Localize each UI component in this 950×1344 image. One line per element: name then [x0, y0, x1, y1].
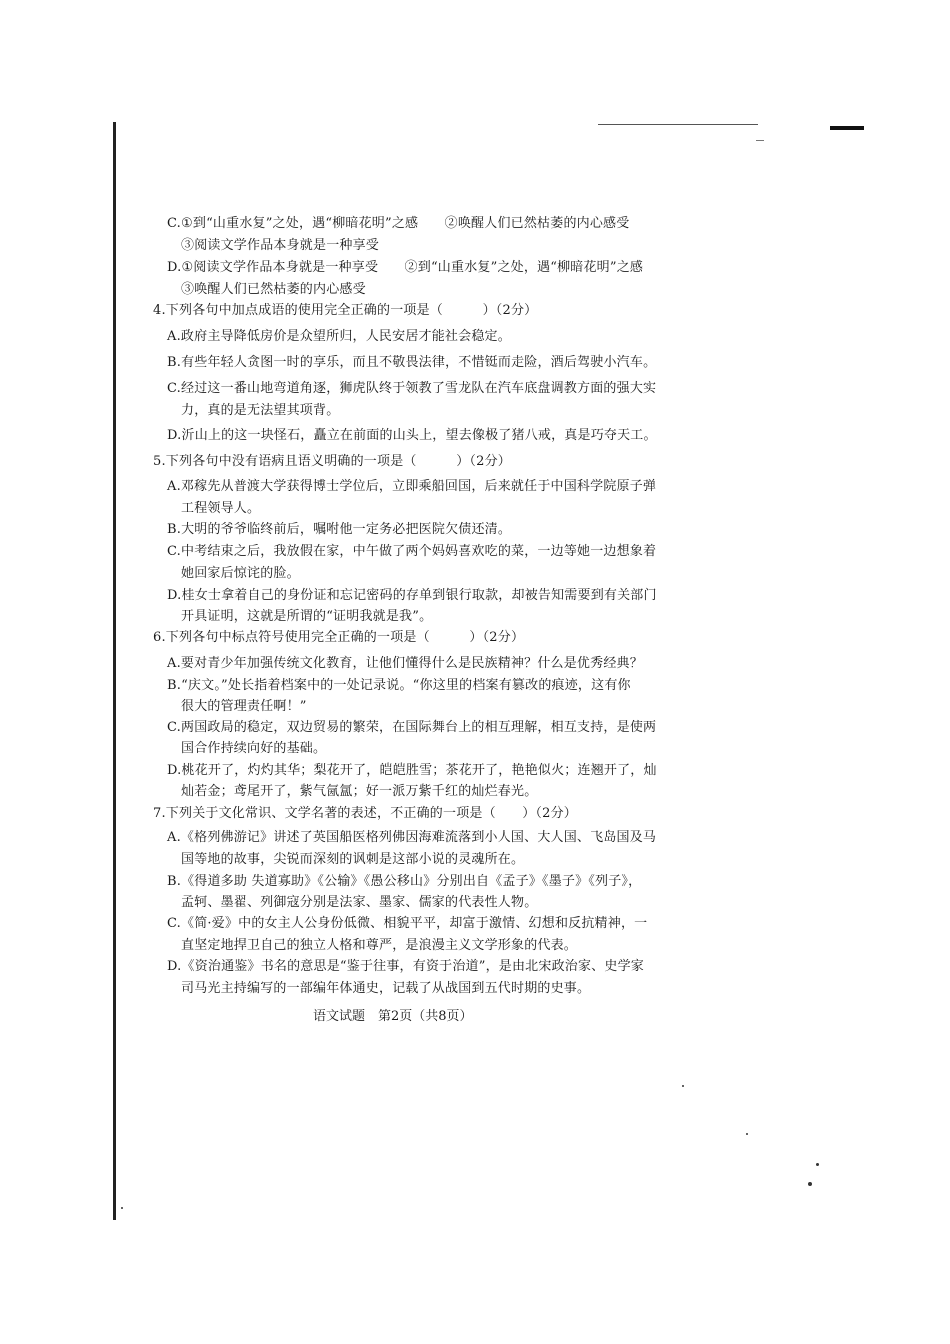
q5-option-b: B.大明的爷爷临终前后，嘱咐他一定务必把医院欠债还清。: [167, 522, 512, 537]
corner-mark: [830, 126, 864, 130]
q3-option-d-line1: D.①阅读文学作品本身就是一种享受 ②到“山重水复”之处，遇“柳暗花明”之感: [167, 260, 644, 275]
q7-option-b-line1: B.《得道多助 失道寡助》《公输》《愚公移山》分别出自《孟子》《墨子》《列子》，: [167, 874, 642, 889]
q4-option-a: A.政府主导降低房价是众望所归，人民安居才能社会稳定。: [167, 329, 511, 344]
q3-option-c-line1: C.①到“山重水复”之处，遇“柳暗花明”之感 ②唤醒人们已然枯萎的内心感受: [167, 216, 630, 231]
q5-option-c-line2: 她回家后惊诧的脸。: [181, 566, 300, 581]
q4-option-c-line1: C.经过这一番山地弯道角逐，狮虎队终于领教了雪龙队在汽车底盘调教方面的强大实: [167, 381, 657, 396]
q7-option-a-line2: 国等地的故事，尖锐而深刻的讽刺是这部小说的灵魂所在。: [181, 852, 525, 867]
q7-option-d-line1: D.《资治通鉴》书名的意思是“鉴于往事，有资于治道”，是由北宋政治家、史学家: [167, 959, 644, 974]
q6-option-a: A.要对青少年加强传统文化教育，让他们懂得什么是民族精神？什么是优秀经典？: [167, 656, 643, 671]
q4-stem: 4.下列各句中加点成语的使用完全正确的一项是（ ）（2分）: [153, 303, 538, 318]
q3-option-d-line2: ③唤醒人们已然枯萎的内心感受: [181, 282, 366, 297]
binding-edge: [113, 122, 116, 1220]
q7-option-c-line2: 直坚定地捍卫自己的独立人格和尊严，是浪漫主义文学形象的代表。: [181, 938, 578, 953]
q5-option-a-line2: 工程领导人。: [181, 501, 261, 516]
q6-option-b-line1: B.“庆文。”处长指着档案中的一处记录说。“你这里的档案有篡改的痕迹，这有你: [167, 678, 631, 693]
scan-speck: [746, 1133, 748, 1135]
q5-stem: 5.下列各句中没有语病且语义明确的一项是（ ）（2分）: [153, 454, 511, 469]
q6-option-c-line1: C.两国政局的稳定，双边贸易的繁荣，在国际舞台上的相互理解，相互支持，是使两: [167, 720, 657, 735]
q7-option-d-line2: 司马光主持编写的一部编年体通史，记载了从战国到五代时期的史事。: [181, 981, 591, 996]
top-dash: [756, 140, 764, 141]
q7-stem: 7.下列关于文化常识、文学名著的表述，不正确的一项是（ ）（2分）: [153, 806, 577, 821]
q7-option-a-line1: A.《格列佛游记》讲述了英国船医格列佛因海难流落到小人国、大人国、飞岛国及马: [167, 830, 657, 845]
scan-speck: [682, 1085, 684, 1087]
q5-option-c-line1: C.中考结束之后，我放假在家，中午做了两个妈妈喜欢吃的菜，一边等她一边想象着: [167, 544, 657, 559]
q7-option-c-line1: C.《简·爱》中的女主人公身份低微、相貌平平，却富于激情、幻想和反抗精神，一: [167, 916, 648, 931]
q6-option-d-line2: 灿若金；鸢尾开了，紫气氤氲；好一派万紫千红的灿烂春光。: [181, 784, 538, 799]
q3-option-c-line2: ③阅读文学作品本身就是一种享受: [181, 238, 380, 253]
q5-option-a-line1: A.邓稼先从普渡大学获得博士学位后，立即乘船回国，后来就任于中国科学院原子弹: [167, 479, 657, 494]
q5-option-d-line2: 开具证明，这就是所谓的“证明我就是我”。: [181, 609, 433, 624]
q6-option-b-line2: 很大的管理责任啊！”: [181, 699, 307, 714]
q7-option-b-line2: 孟轲、墨翟、列御寇分别是法家、墨家、儒家的代表性人物。: [181, 895, 538, 910]
q4-option-b: B.有些年轻人贪图一时的享乐，而且不敬畏法律，不惜铤而走险，酒后驾驶小汽车。: [167, 355, 657, 370]
scan-speck: [808, 1182, 812, 1186]
scan-speck: [121, 1207, 123, 1209]
q6-stem: 6.下列各句中标点符号使用完全正确的一项是（ ）（2分）: [153, 630, 525, 645]
q5-option-d-line1: D.桂女士拿着自己的身份证和忘记密码的存单到银行取款，却被告知需要到有关部门: [167, 588, 657, 603]
top-rule: [598, 124, 758, 125]
scan-speck: [816, 1163, 819, 1166]
q4-option-c-line2: 力，真的是无法望其项背。: [181, 403, 340, 418]
q6-option-c-line2: 国合作持续向好的基础。: [181, 741, 327, 756]
q4-option-d: D.沂山上的这一块怪石，矗立在前面的山头上，望去像极了猪八戒，真是巧夺天工。: [167, 428, 657, 443]
page-footer: 语文试题 第2页（共8页）: [313, 1009, 473, 1024]
q6-option-d-line1: D.桃花开了，灼灼其华；梨花开了，皑皑胜雪；茶花开了，艳艳似火；连翘开了，灿: [167, 763, 657, 778]
